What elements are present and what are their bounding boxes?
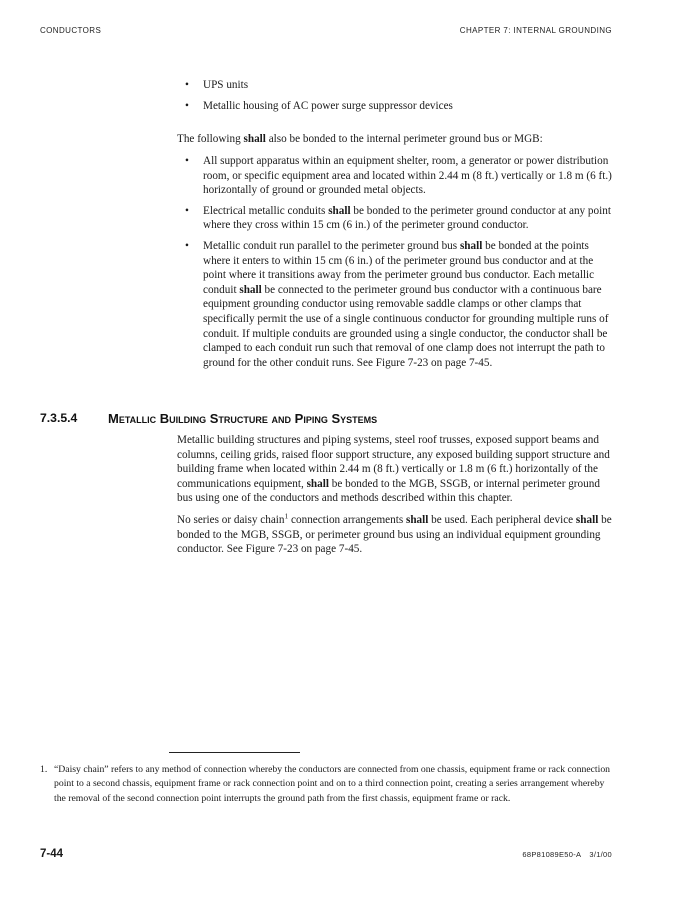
document-date: 3/1/00: [589, 850, 612, 859]
paragraph-text: connection arrangements: [288, 513, 406, 526]
list-item: [177, 99, 613, 114]
list-item-emphasis: shall: [328, 204, 351, 217]
paragraph: [177, 433, 613, 506]
list-item-text-end: be bonded to the perimeter ground conductor at any point where they cross within 15 cm (6 in.) of the perimeter ground conductor.: [203, 204, 611, 232]
bonding-intro-paragraph: [177, 132, 613, 147]
list-item-text-end: be connected to the perimeter ground bus conductor with a continuous bare equipment grounding conductor using removable saddle clamps or other clamps that specifically permit the use of a single continuous conductor for grounding multiple runs of conduit. If multiple conduits are grounded using a single conductor, the conductor shall be clamped to each conduit run such that removal of one clamp does not interrupt the path to ground for the other conduit runs. See Figure 7-23 on page 7-45.: [203, 283, 609, 369]
document-id: 68P81089E50-A: [522, 850, 582, 859]
paragraph-text-end: be bonded to the MGB, SSGB, or internal perimeter ground bus using one of the conductors and methods described within this chapter.: [177, 477, 600, 505]
list-item: [177, 154, 613, 198]
list-item-emphasis: shall: [459, 239, 483, 252]
paragraph: [177, 513, 613, 557]
paragraph-text: Metallic building structures and piping systems, steel roof trusses, exposed support beams and columns, ceiling grids, raised floor support structure, any exposed building support structure and building frame when located within 2.44 m (8 ft.) vertically or 1.8 m (6 ft.) horizontally of the communications equipment,: [177, 434, 610, 490]
paragraph-emphasis: shall: [575, 513, 599, 526]
paragraph-text-end: be bonded to the MGB, SSGB, or perimeter ground bus using an individual equipment grounding conductor. See Figure 7-23 on page 7-45.: [177, 513, 612, 556]
list-item-text: Metallic conduit run parallel to the perimeter ground bus: [203, 239, 460, 252]
list-item-text: Metallic housing of AC power surge suppressor devices: [203, 99, 453, 112]
paragraph-emphasis: shall: [405, 513, 429, 526]
footnote: [40, 763, 614, 806]
list-item-emphasis: shall: [239, 283, 262, 296]
paragraph-emphasis: shall: [306, 477, 329, 490]
list-item-text-mid: be bonded at the points where it enters to within 15 cm (6 in.) of the perimeter ground bus conductor and at the point where it transitions away from the perimeter ground bus conductor. Each metallic conduit: [203, 239, 595, 296]
section-title: Metallic Building Structure and Piping Systems: [108, 411, 378, 426]
section-number: 7.3.5.4: [40, 411, 78, 425]
intro-text: The following: [177, 133, 244, 145]
top-bullet-list: [177, 78, 613, 113]
document-info: [522, 850, 612, 859]
paragraph-text: No series or daisy chain: [177, 513, 285, 526]
running-header-left: CONDUCTORS: [40, 26, 102, 35]
footnote-text: “Daisy chain” refers to any method of connection whereby the conductors are connected from one chassis, equipment frame or rack connection point to a second chassis, equipment frame or rack connection point and on to a third connection point, creating a series arrangement whereby the removal of the second connection point interrupts the ground path from the first chassis, equipment frame or rack.: [54, 764, 611, 804]
list-item: [177, 239, 613, 370]
section-body: [177, 433, 613, 557]
paragraph-text: be used. Each peripheral device: [428, 513, 576, 526]
page-number: 7-44: [40, 848, 64, 860]
list-item-text: Electrical metallic conduits: [203, 204, 329, 217]
intro-text-end: also be bonded to the internal perimeter ground bus or MGB:: [265, 133, 543, 145]
list-item: [177, 78, 613, 93]
footnote-reference[interactable]: 1: [284, 511, 289, 521]
bonded-items-list: [177, 154, 613, 370]
list-item: [177, 204, 613, 233]
intro-emphasis: shall: [243, 133, 266, 145]
footnote-number: 1.: [40, 764, 48, 775]
running-header-right: CHAPTER 7: INTERNAL GROUNDING: [459, 26, 612, 35]
list-item-text: All support apparatus within an equipment shelter, room, a generator or power distribution room, or specific equipment area and located within 2.44 m (8 ft.) vertically or 1.8 m (6 ft.) horizontally of ground or grounded metal objects.: [203, 155, 612, 197]
list-item-text: UPS units: [203, 79, 249, 91]
footnote-divider: [169, 752, 300, 753]
